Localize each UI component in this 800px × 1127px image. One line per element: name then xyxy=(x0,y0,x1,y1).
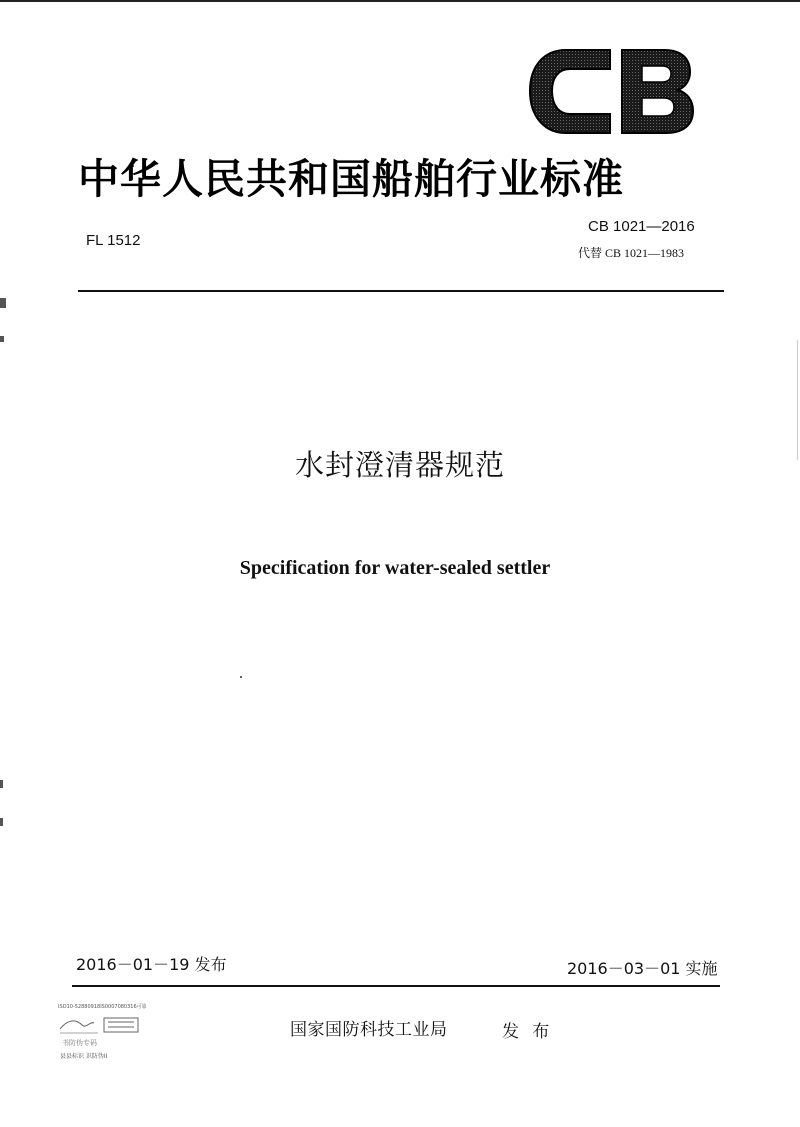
document-title-chinese: 水封澄清器规范 xyxy=(294,448,505,482)
scan-margin-mark xyxy=(0,336,4,342)
header-divider xyxy=(78,290,724,292)
issuing-authority: 国家国防科技工业局 xyxy=(290,1020,448,1040)
stray-dot xyxy=(240,676,242,678)
scan-margin-mark xyxy=(0,780,3,788)
replaces-standard: 代替 CB 1021—1983 xyxy=(578,246,685,260)
scan-margin-mark xyxy=(0,818,3,826)
standard-category-title: 中华人民共和国船舶行业标准 xyxy=(78,155,624,203)
top-border-line xyxy=(0,0,800,2)
stamp-footer-text: 县县标识 识防伪II xyxy=(60,1053,108,1060)
issuing-action: 发 布 xyxy=(502,1022,554,1042)
cb-logo xyxy=(526,44,696,139)
anti-counterfeit-stamp xyxy=(58,1003,148,1065)
document-title-english: Specification for water-sealed settler xyxy=(239,557,551,579)
cb-logo-graphic xyxy=(526,44,696,139)
standard-number: CB 1021—2016 xyxy=(588,218,695,235)
scan-margin-mark xyxy=(0,298,6,308)
implementation-date: 2016－03－01 实施 xyxy=(567,959,718,978)
scan-edge-shadow xyxy=(797,340,798,460)
footer-divider xyxy=(72,985,720,987)
stamp-caption-text: 书防伪专码 xyxy=(62,1039,97,1047)
stamp-serial-text: ISO10-52880918IS0007080316可靠 xyxy=(58,1004,147,1010)
issue-date: 2016－01－19 发布 xyxy=(76,955,227,974)
ics-classification-code: FL 1512 xyxy=(86,232,141,249)
stamp-emblem-icon xyxy=(58,1015,142,1035)
